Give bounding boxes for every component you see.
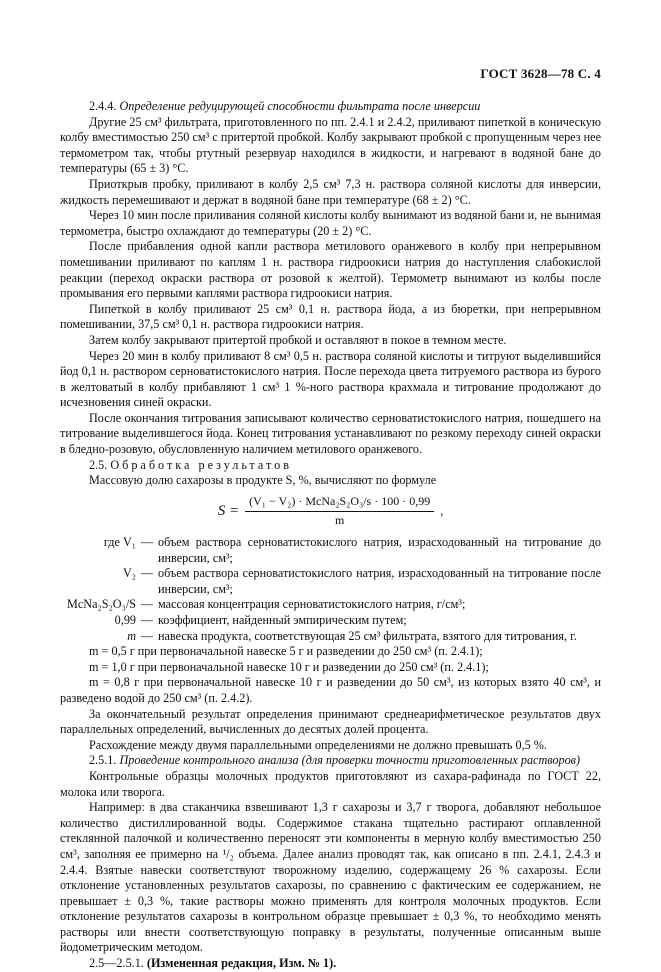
definition-row	[60, 566, 601, 597]
formula-lhs: S =	[217, 502, 240, 519]
section-number: 2.4.4.	[89, 99, 117, 113]
amendment-text: (Измененная редакция, Изм. № 1).	[146, 956, 337, 971]
m-value-line: m = 1,0 г при первоначальной навеске 10 г и разведении до 250 см³ (п. 2.4.1);	[89, 659, 489, 674]
paragraph: Другие 25 см³ фильтрата, приготовленного по пп. 2.4.1 и 2.4.2, приливают пипеткой в коническую колбу вместимостью 250 см³ с притертой пробкой. Колбу закрывают пробкой с пропущенным через нее термометром так, чтобы ртутный резервуар находился в жидкости, и нагревают в водяной бане до температуры (65 ± 3) °С.	[60, 114, 601, 176]
definition-row	[60, 629, 601, 645]
definition-dash: —	[140, 535, 154, 550]
definition-row	[60, 613, 601, 629]
sucrose-formula	[60, 494, 601, 529]
definition-row	[60, 535, 601, 566]
section-title: Определение редуцирующей способности фильтрата после инверсии	[119, 99, 481, 113]
page-header: ГОСТ 3628—78 С. 4	[480, 66, 601, 81]
section-number: 2.5.	[89, 457, 108, 472]
paragraph: Расхождение между двумя параллельными определениями не должно превышать 0,5 %.	[89, 737, 547, 752]
paragraph: Через 20 мин в колбу приливают 8 см³ 0,5 н. раствора соляной кислоты и титруют выделившийся йод 0,1 н. раствором серноватистокислого натрия. После перехода цвета титруемого раствора из бурого в желтоватый в колбу прибавляют 1 см³ 1 %-ного раствора крахмала и титрование продолжают до исчезновения синей окраски.	[60, 348, 601, 410]
section-heading-2-4-4	[60, 99, 601, 115]
formula-numerator: (V₁ − V₂) · McNa₂S₂O₃/s · 100 · 0,99	[245, 494, 434, 513]
definition-text: массовая концентрация серноватистокислого натрия, г/см³;	[158, 597, 466, 612]
paragraph: Пипеткой в колбу приливают 25 см³ 0,1 н. раствора йода, а из бюретки, при непрерывном помешивании, 37,5 см³ 0,1 н. раствора гидроокиси натрия.	[60, 301, 601, 332]
m-value-line: m = 0,5 г при первоначальной навеске 5 г и разведении до 250 см³ (п. 2.4.1);	[89, 644, 483, 659]
section-number: 2.5.1.	[89, 753, 117, 768]
definition-row	[60, 597, 601, 613]
paragraph: Через 10 мин после приливания соляной кислоты колбу вынимают из водяной бани и, не вынимая термометра, быстро охлаждают до температуры (20 ± 2) °С.	[60, 208, 601, 238]
definition-dash: —	[140, 597, 154, 612]
formula-definitions	[60, 535, 601, 644]
formula-denominator: m	[334, 513, 345, 528]
paragraph: Контрольные образцы молочных продуктов приготовляют из сахара-рафинада по ГОСТ 22, молока или творога.	[60, 768, 601, 799]
definition-dash: —	[140, 566, 154, 581]
formula-trail: ,	[440, 503, 444, 518]
definition-symbol: 0,99	[114, 613, 136, 627]
section-title: Проведение контрольного анализа (для проверки точности приготовленных растворов)	[119, 753, 581, 768]
definition-symbol: McNa₂S₂O₃/S	[67, 597, 136, 612]
paragraph: Приоткрыв пробку, приливают в колбу 2,5 см³ 7,3 н. раствора соляной кислоты для инверсии, жидкость перемешивают и держат в водяной бане при температуре (68 ± 2) °С.	[60, 176, 601, 207]
amendment-note	[60, 956, 601, 972]
paragraph: Затем колбу закрывают притертой пробкой и оставляют в покое в темном месте.	[89, 332, 507, 347]
formula-intro: Массовую долю сахарозы в продукте S, %, вычисляют по формуле	[89, 473, 437, 488]
paragraph: Например: в два стаканчика взвешивают 1,3 г сахарозы и 3,7 г творога, добавляют небольшое количество дистиллированной воды. Содержимое стакана тщательно растирают оплавленной стеклянной палочкой и количественно переносят эти компоненты в мерную колбу вместимостью 250 см³, заполняя ее примерно на ¹/₂ объема. Далее анализ проводят так, как описано в пп. 2.4.1, 2.4.3 и 2.4.4. Взятые навески соответствуют творожному изделию, содержащему 26 % сахарозы. Если отклонение установленных результатов сахарозы, по сравнению с фактическим ее содержанием, не превышает ± 0,3 %, такие растворы можно применять для контроля молочных продуктов. Если отклонение результатов сахарозы в контрольном образце превышает ± 0,3 %, то необходимо менять растворы или внести соответствующую поправку в результаты, полученные описанным выше йодометрическим методом.	[60, 800, 601, 955]
definition-symbol: m	[127, 628, 136, 643]
definition-symbol: V₂	[122, 566, 136, 581]
definition-text: коэффициент, найденный эмпирическим путем;	[158, 613, 407, 627]
definition-text: навеска продукта, соответствующая 25 см³ фильтрата, взятого для титрования, г.	[158, 628, 577, 643]
amendment-ref: 2.5—2.5.1.	[89, 956, 144, 971]
formula-fraction	[245, 494, 434, 529]
m-value-line: m = 0,8 г при первоначальной навеске 10 г и разведении до 50 см³, из которых взято 40 см³, и разведено водой до 250 см³ (п. 2.4.2).	[60, 675, 601, 705]
section-heading-2-5-1	[60, 753, 601, 769]
section-heading-2-5	[60, 458, 601, 474]
definition-text: объем раствора серноватистокислого натрия, израсходованный на титрование после инверсии, см³;	[158, 566, 601, 596]
definition-dash: —	[140, 628, 154, 643]
paragraph: После прибавления одной капли раствора метилового оранжевого в колбу при непрерывном помешивании приливают по каплям 1 н. раствора гидроокиси натрия до наступления слабокислой реакции (переход окраски раствора от розовой к желтой). Термометр вынимают из колбы после промывания его первыми каплями раствора гидроокиси натрия.	[60, 239, 601, 301]
paragraph: После окончания титрования записывают количество серноватистокислого натрия, пошедшего на титрование выделившегося йода. Конец титрования устанавливают по резкому переходу синей окраски в бледно-розовую, обусловленную наличием метилового оранжевого.	[60, 410, 601, 457]
definition-symbol: где V₁	[103, 535, 136, 550]
paragraph: За окончательный результат определения принимают среднеарифметическое результатов двух параллельных определений, вычисленных до десятых долей процента.	[60, 706, 601, 737]
definition-dash: —	[140, 613, 154, 627]
section-title: Обработка результатов	[110, 457, 293, 472]
document-body	[60, 99, 601, 972]
definition-text: объем раствора серноватистокислого натрия, израсходованный на титрование до инверсии, см³;	[158, 535, 601, 565]
